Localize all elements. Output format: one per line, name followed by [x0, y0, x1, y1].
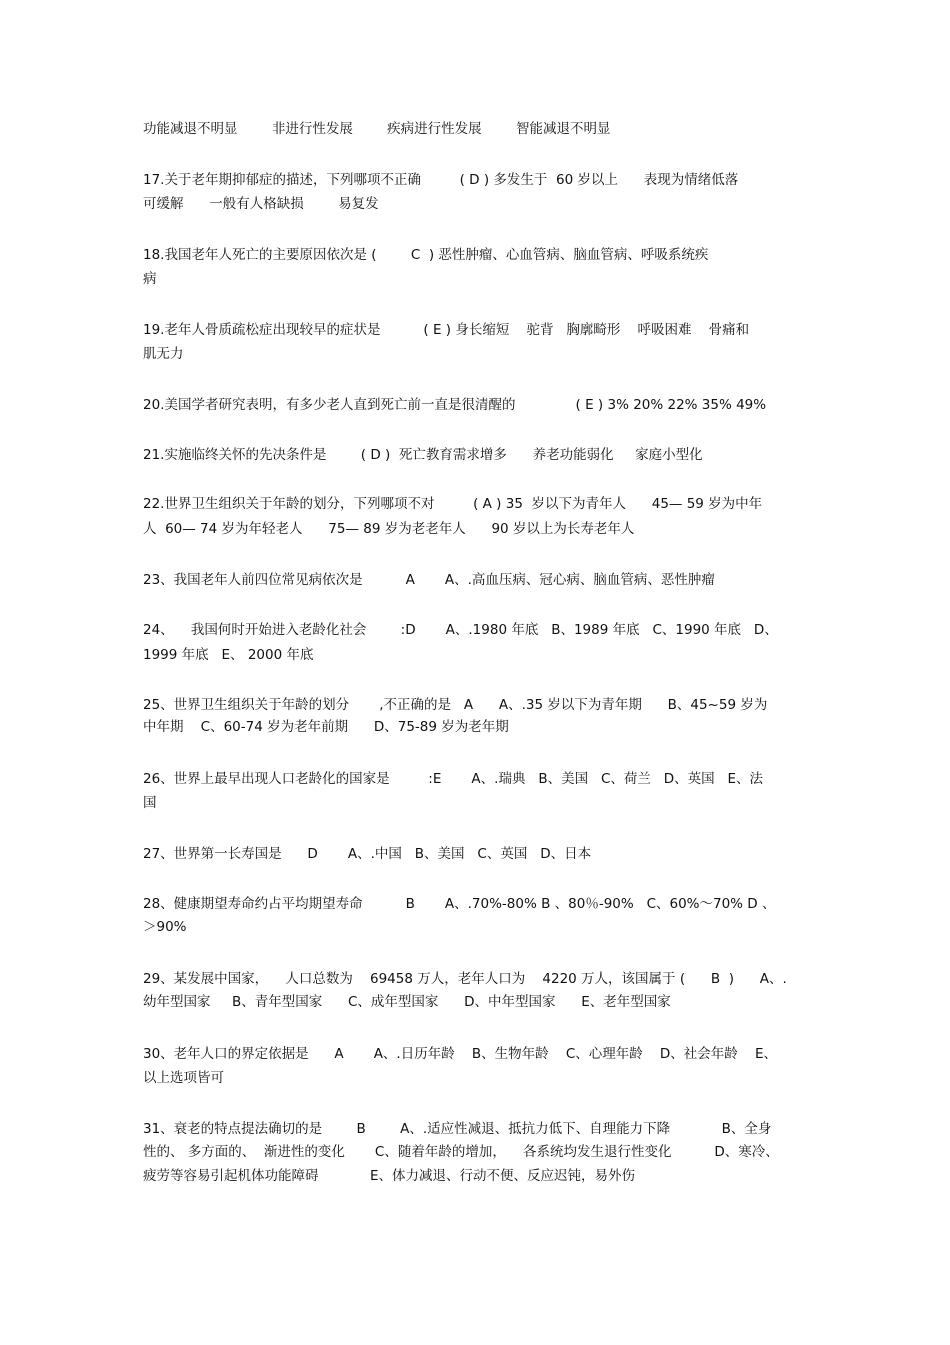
question-22-line-2: 人 60— 74 岁为年轻老人 75— 89 岁为老老年人 90 岁以上为长寿老年人: [143, 521, 635, 537]
question-28-line-2: ＞90%: [143, 919, 187, 935]
question-26-line-1: 26、世界上最早出现人口老龄化的国家是 :E A、.瑞典 B、美国 C、荷兰 D、英国 E、法: [143, 771, 764, 787]
question-26-line-2: 国: [143, 795, 157, 811]
question-30-line-2: 以上选项皆可: [143, 1070, 224, 1086]
question-19-line-2: 肌无力: [143, 346, 184, 362]
question-24-line-1: 24、 我国何时开始进入老龄化社会 :D A、.1980 年底 B、1989 年底 C、1990 年底 D、: [143, 622, 778, 638]
question-29-line-2: 幼年型国家 B、青年型国家 C、成年型国家 D、中年型国家 E、老年型国家: [143, 994, 671, 1010]
question-21-line-1: 21.实施临终关怀的先决条件是 ( D ) 死亡教育需求增多 养老功能弱化 家庭小型化: [143, 447, 703, 463]
text-line-intro: 功能减退不明显 非进行性发展 疾病进行性发展 智能减退不明显: [143, 121, 611, 137]
question-18-line-1: 18.我国老年人死亡的主要原因依次是 ( C ) 恶性肿瘤、心血管病、脑血管病、呼吸系统疾: [143, 247, 709, 263]
question-30-line-1: 30、老年人口的界定依据是 A A、.日历年龄 B、生物年龄 C、心理年龄 D、社会年龄 E、: [143, 1046, 777, 1062]
question-31-line-1: 31、衰老的特点提法确切的是 B A、.适应性减退、抵抗力低下、自理能力下降 B、全身: [143, 1121, 772, 1137]
question-31-line-2: 性的、 多方面的、 渐进性的变化 C、随着年龄的增加， 各系统均发生退行性变化 D、寒冷、: [143, 1144, 779, 1160]
question-25-line-2: 中年期 C、60-74 岁为老年前期 D、75-89 岁为老年期: [143, 719, 509, 735]
question-27-line-1: 27、世界第一长寿国是 D A、.中国 B、美国 C、英国 D、日本: [143, 846, 592, 862]
question-20-line-1: 20.美国学者研究表明，有多少老人直到死亡前一直是很清醒的 ( E ) 3% 20% 22% 35% 49%: [143, 397, 767, 413]
question-22-line-1: 22.世界卫生组织关于年龄的划分，下列哪项不对 ( A ) 35 岁以下为青年人 45— 59 岁为中年: [143, 496, 763, 512]
question-25-line-1: 25、世界卫生组织关于年龄的划分 ,不正确的是 A A、.35 岁以下为青年期 B、45~59 岁为: [143, 697, 768, 713]
question-29-line-1: 29、某发展中国家， 人口总数为 69458 万人，老年人口为 4220 万人，该国属于 ( B ) A、.: [143, 971, 787, 987]
question-17-line-2: 可缓解 一般有人格缺损 易复发: [143, 196, 379, 212]
question-18-line-2: 病: [143, 271, 157, 287]
question-31-line-3: 疲劳等容易引起机体功能障碍 E、体力减退、行动不便、反应迟钝，易外伤: [143, 1168, 636, 1184]
question-19-line-1: 19.老年人骨质疏松症出现较早的症状是 ( E ) 身长缩短 驼背 胸廓畸形 呼吸困难 骨痛和: [143, 322, 750, 338]
question-23-line-1: 23、我国老年人前四位常见病依次是 A A、.高血压病、冠心病、脑血管病、恶性肿瘤: [143, 572, 715, 588]
question-17-line-1: 17.关于老年期抑郁症的描述，下列哪项不正确 ( D ) 多发生于 60 岁以上 表现为情绪低落: [143, 172, 739, 188]
question-24-line-2: 1999 年底 E、 2000 年底: [143, 647, 314, 663]
question-28-line-1: 28、健康期望寿命约占平均期望寿命 B A、.70%-80% B 、80％-90% C、60%～70% D 、: [143, 896, 776, 912]
